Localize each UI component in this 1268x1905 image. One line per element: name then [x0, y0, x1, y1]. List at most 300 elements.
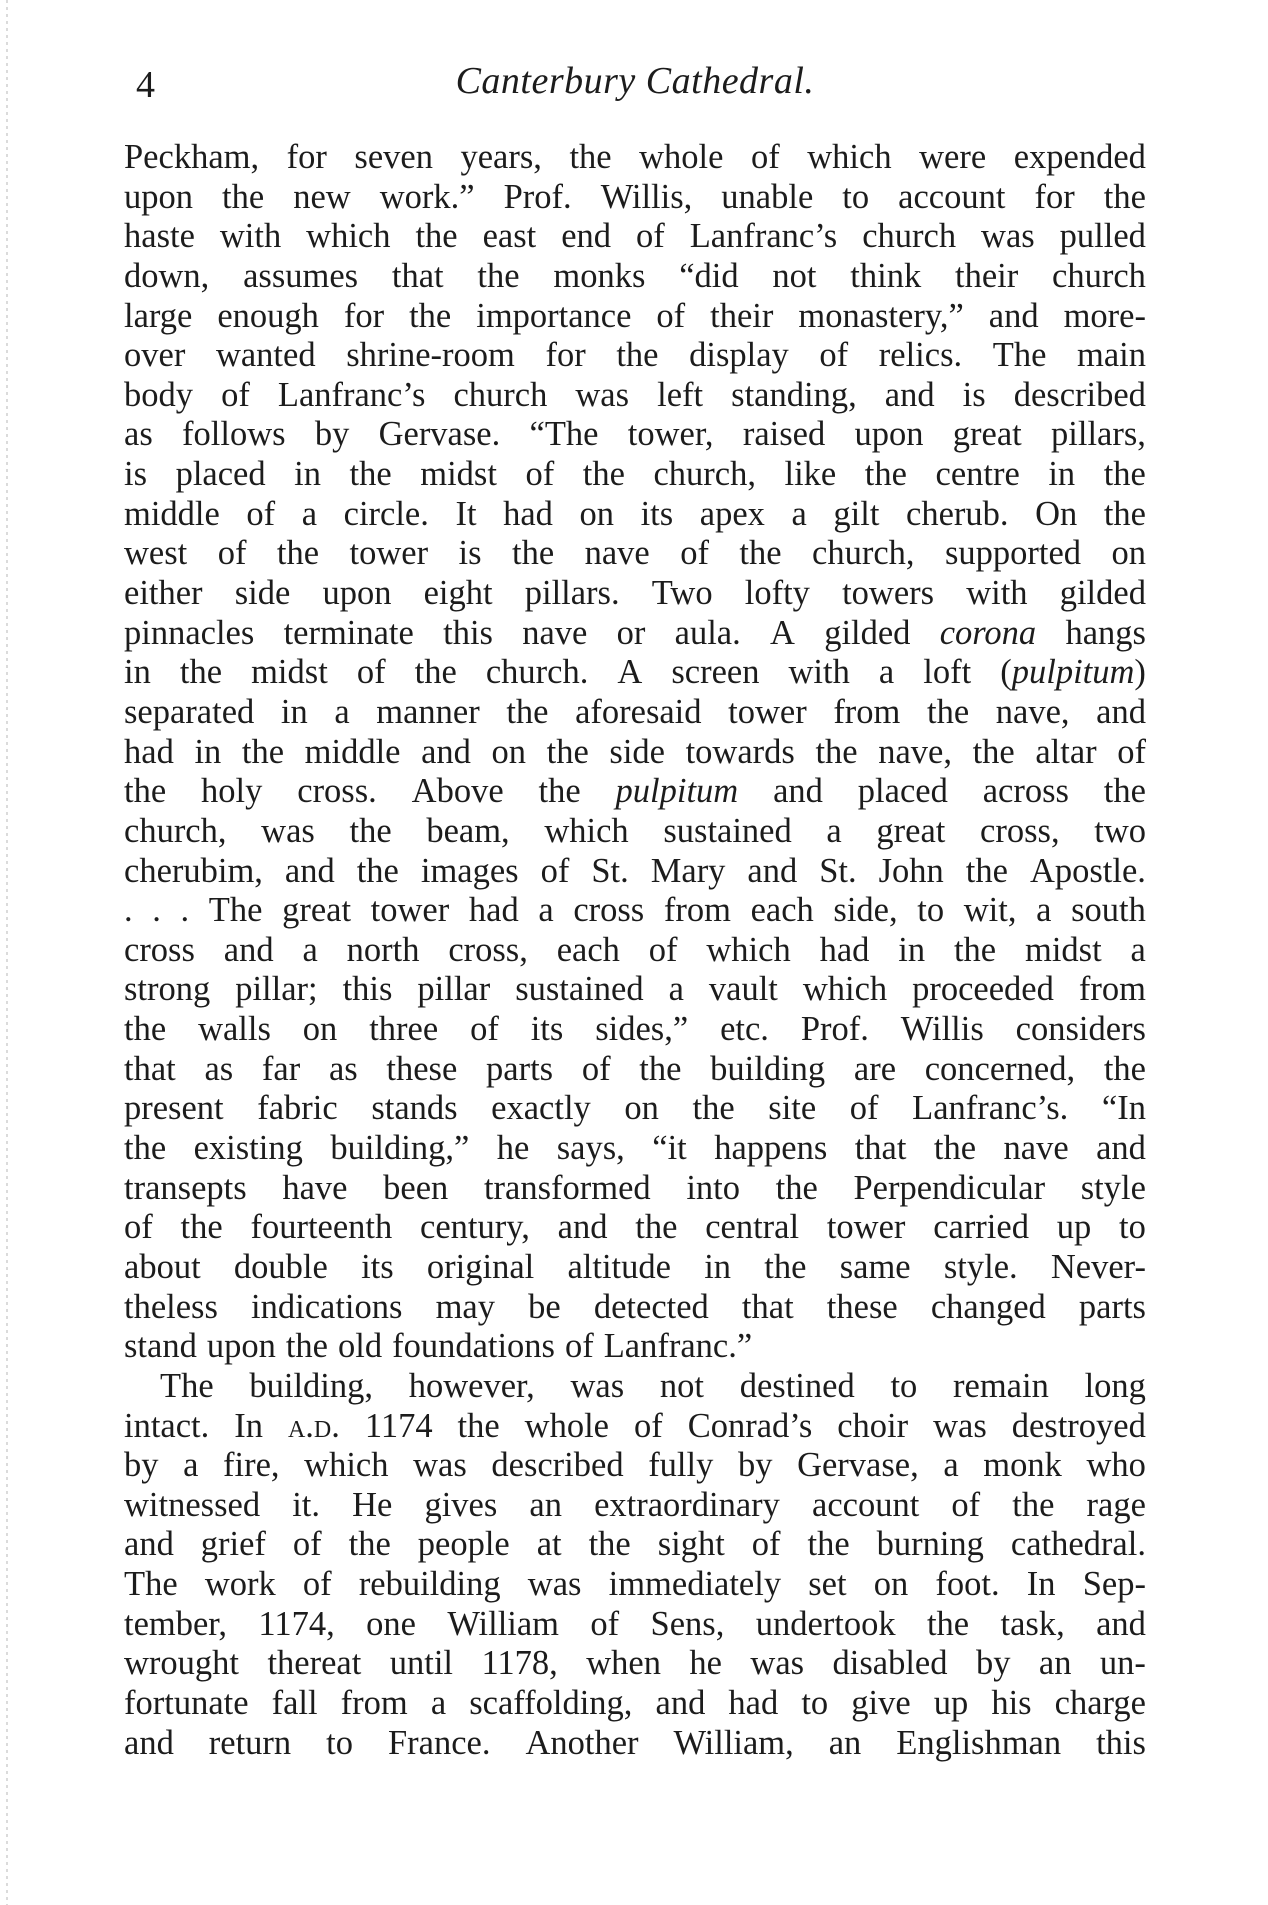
word — [371, 891, 450, 931]
word — [530, 415, 599, 455]
word — [751, 138, 780, 178]
word-part: the — [415, 217, 458, 256]
word-part: of — [633, 1406, 663, 1445]
word-part: wrought — [124, 1644, 239, 1683]
word — [1102, 1089, 1146, 1129]
word-part: importance — [476, 296, 632, 335]
word-part: happens — [714, 1129, 828, 1168]
word-part: Sens, — [650, 1604, 725, 1643]
word — [686, 733, 795, 773]
word — [653, 455, 756, 495]
word — [124, 376, 193, 416]
page-number: 4 — [136, 64, 155, 106]
word — [303, 1010, 338, 1050]
word — [738, 1446, 773, 1486]
text-line — [124, 138, 1146, 178]
italic-term: pulpitum — [615, 772, 739, 811]
word — [812, 534, 915, 574]
word — [390, 1644, 453, 1684]
word — [689, 336, 789, 376]
word-part: was — [575, 375, 630, 414]
word-part: style. — [943, 1247, 1018, 1286]
word-part: that — [391, 256, 444, 295]
word — [807, 138, 891, 178]
word-part: the — [639, 1049, 682, 1088]
word — [285, 852, 335, 892]
word — [879, 852, 944, 892]
word — [704, 1248, 731, 1288]
word-part: of — [680, 534, 709, 573]
word-part: were — [919, 138, 987, 176]
word-part: of — [581, 1049, 611, 1088]
word — [639, 138, 723, 178]
word-part: of — [636, 217, 665, 256]
word — [1012, 1486, 1054, 1526]
word-part: his — [991, 1683, 1032, 1722]
word-part: not — [772, 256, 817, 295]
word — [785, 455, 837, 495]
word-part: of — [356, 653, 386, 692]
word — [710, 1050, 825, 1090]
word — [1030, 852, 1146, 892]
word — [506, 693, 548, 733]
word-part: one — [366, 1604, 416, 1643]
word — [571, 1367, 625, 1407]
word — [731, 376, 857, 416]
word-part: church, — [124, 811, 227, 850]
word — [601, 178, 693, 218]
word-part: pulled — [1059, 217, 1146, 256]
word-part: of — [750, 138, 780, 176]
word — [201, 1525, 266, 1565]
word — [1077, 336, 1146, 376]
word-part: thereat — [267, 1644, 362, 1683]
word — [124, 1208, 153, 1248]
word — [458, 1407, 500, 1447]
word-part: century, — [420, 1208, 530, 1247]
word-part: existing — [193, 1129, 303, 1168]
word — [651, 852, 726, 892]
word-part: a — [538, 891, 554, 930]
word — [656, 297, 685, 337]
word-part: church. — [485, 653, 589, 692]
word — [879, 653, 894, 693]
word-part: pinnacles — [124, 613, 255, 652]
word-part: of — [470, 1010, 499, 1049]
word-part: as — [204, 1049, 234, 1088]
word — [413, 1446, 467, 1486]
word-part: down, — [124, 256, 210, 295]
word-part: had — [728, 1683, 779, 1722]
word-part: charge — [1054, 1683, 1146, 1722]
word-part: the — [926, 1604, 970, 1643]
text-line — [124, 1010, 1146, 1050]
word — [923, 653, 971, 693]
word — [512, 534, 554, 574]
word — [1104, 495, 1146, 535]
word-part: assumes — [243, 256, 359, 295]
word — [756, 1605, 896, 1645]
word-part: be — [528, 1287, 561, 1326]
word-part: about — [124, 1247, 201, 1286]
word — [361, 1248, 394, 1288]
word — [590, 1605, 619, 1645]
word-part: enough — [217, 296, 319, 335]
word-part: and — [124, 1525, 174, 1564]
word-part: placed — [857, 772, 948, 811]
word — [1096, 1605, 1146, 1645]
text-line — [124, 297, 1146, 337]
running-title: Canterbury Cathedral. — [455, 60, 815, 102]
word-part: terminate — [283, 613, 414, 652]
word-part: aforesaid — [575, 692, 702, 731]
word — [205, 1565, 276, 1605]
word-part: vault — [708, 970, 778, 1009]
word-part: from — [340, 1683, 408, 1722]
word-part: up — [1056, 1208, 1092, 1247]
word — [1096, 1724, 1146, 1764]
word — [742, 1288, 794, 1328]
word-part: the — [864, 455, 907, 494]
word-part: the — [569, 138, 612, 176]
word-part: considers — [1015, 1010, 1146, 1049]
word — [344, 495, 429, 535]
word-part: display — [689, 336, 789, 375]
word-part: nave, — [878, 732, 952, 771]
word-part: tember, — [124, 1604, 228, 1643]
word-part: “it — [652, 1129, 687, 1168]
word-part: ) — [1134, 653, 1146, 692]
word-part: each — [750, 891, 814, 930]
word — [424, 1486, 497, 1526]
word — [357, 653, 386, 693]
word — [586, 1644, 661, 1684]
word-part: site — [768, 1089, 817, 1128]
word — [858, 772, 948, 812]
word — [250, 1208, 392, 1248]
word — [1119, 1208, 1146, 1248]
word — [770, 614, 795, 654]
word-part: Apostle. — [1029, 851, 1146, 890]
word — [315, 415, 350, 455]
word-part: towers — [842, 574, 935, 613]
word-part: to — [917, 891, 945, 930]
word-part: old — [337, 1327, 383, 1366]
word — [789, 653, 850, 693]
text-line — [124, 217, 1146, 257]
word-part: of — [656, 296, 686, 335]
word — [357, 852, 399, 892]
word — [124, 1248, 201, 1288]
text-line — [124, 534, 1146, 574]
word — [201, 772, 262, 812]
word-part: original — [426, 1247, 535, 1286]
word — [124, 534, 187, 574]
word-part: upon — [124, 177, 193, 216]
word-part: however, — [408, 1366, 535, 1405]
word-part: stand — [124, 1327, 197, 1366]
text-line — [124, 1208, 1146, 1248]
word — [680, 534, 709, 574]
word — [124, 455, 147, 495]
word-part: of — [849, 1089, 879, 1128]
word-part: people — [417, 1525, 510, 1564]
small-caps-term: a.d. — [287, 1406, 340, 1445]
word-part: rage — [1086, 1485, 1146, 1524]
word — [833, 891, 897, 931]
word — [124, 1050, 176, 1090]
word — [705, 1208, 799, 1248]
word — [124, 614, 254, 654]
word-part: of — [292, 1525, 322, 1564]
word — [912, 1089, 1068, 1129]
text-line — [124, 653, 1146, 693]
word — [258, 1605, 334, 1645]
word — [1087, 1486, 1146, 1526]
word — [124, 772, 166, 812]
word-part: of — [819, 336, 849, 375]
word — [745, 574, 810, 614]
word — [1071, 891, 1146, 931]
word-part: Englishman — [896, 1723, 1062, 1762]
word-part: building — [710, 1049, 826, 1088]
word-part: sight — [657, 1525, 725, 1564]
word-part: to — [1119, 1208, 1146, 1247]
text-line — [124, 852, 1146, 892]
word-part: tower — [728, 692, 807, 731]
word-part: parts — [486, 1049, 554, 1088]
word-part: that — [854, 1129, 907, 1168]
body-text — [124, 138, 1146, 1763]
word — [557, 1129, 625, 1169]
word — [537, 1525, 562, 1565]
word — [303, 1565, 332, 1605]
word — [297, 772, 377, 812]
text-line — [124, 257, 1146, 297]
word — [776, 1169, 818, 1209]
word-part: St. — [819, 851, 857, 890]
word-part: these — [386, 1049, 458, 1088]
word — [1104, 1050, 1146, 1090]
word-part: Sep- — [1082, 1565, 1146, 1604]
word — [561, 217, 611, 257]
word-part: not — [659, 1366, 704, 1405]
word-part: 1174 — [364, 1406, 433, 1445]
word-part: he — [496, 1129, 530, 1168]
word-part: into — [686, 1168, 740, 1207]
word — [553, 257, 645, 297]
word — [594, 1486, 780, 1526]
word-part: was — [981, 217, 1035, 256]
word — [855, 1129, 907, 1169]
word — [294, 455, 321, 495]
word-part: Never- — [1050, 1247, 1146, 1286]
word-part: A — [770, 613, 795, 652]
word — [302, 495, 317, 535]
word — [124, 733, 174, 773]
text-line — [124, 733, 1146, 773]
word — [842, 574, 934, 614]
word — [912, 970, 1054, 1010]
word — [989, 297, 1039, 337]
word-part: images — [420, 851, 519, 890]
word-part: Another — [525, 1723, 639, 1762]
word — [284, 614, 414, 654]
word-part: of — [525, 455, 555, 494]
word — [936, 455, 1020, 495]
word — [352, 1486, 392, 1526]
text-line — [124, 812, 1146, 852]
word — [455, 495, 476, 535]
word-part: are — [853, 1049, 897, 1088]
word — [657, 376, 703, 416]
word-part: beam, — [426, 811, 510, 850]
word — [326, 1724, 353, 1764]
word-part: of — [564, 1327, 594, 1366]
word-part: monastery,” — [798, 296, 964, 335]
word — [124, 1724, 174, 1764]
word-part: church — [862, 217, 957, 256]
word — [1081, 1169, 1146, 1209]
word — [575, 693, 701, 733]
word-part: pillars. — [524, 574, 620, 613]
word — [538, 891, 553, 931]
word — [1060, 217, 1146, 257]
word-part: body — [124, 375, 193, 414]
word — [1014, 138, 1146, 178]
word-part: nave — [584, 534, 650, 573]
word-part: that — [741, 1287, 794, 1326]
word-part: whole — [639, 138, 724, 176]
word-part: by — [314, 415, 350, 454]
word — [204, 1050, 233, 1090]
word-part: nave, — [995, 692, 1070, 731]
word — [954, 931, 996, 971]
word-part: intact. — [124, 1406, 210, 1445]
word — [421, 852, 519, 892]
word — [183, 1446, 198, 1486]
word-part: . — [180, 891, 190, 930]
word-part: end — [561, 217, 612, 256]
word-part: towards — [685, 732, 795, 771]
word-part: aula. — [674, 613, 741, 652]
word-part: the — [241, 732, 285, 771]
word-part: the — [477, 256, 520, 295]
word — [124, 1486, 260, 1526]
word-part: and — [1096, 1604, 1146, 1643]
word — [486, 1050, 553, 1090]
word-part: and — [421, 732, 471, 771]
word-part: altar — [1035, 732, 1097, 771]
word — [991, 1684, 1031, 1724]
word-part: Above — [411, 772, 504, 811]
word — [983, 1446, 1062, 1486]
word-part: In — [1026, 1565, 1056, 1604]
word — [933, 1208, 1029, 1248]
word — [944, 1248, 1018, 1288]
word — [826, 812, 841, 852]
word-part: sustained — [663, 811, 792, 850]
word — [417, 970, 490, 1010]
word — [447, 1605, 559, 1645]
word — [879, 336, 962, 376]
word — [223, 1446, 280, 1486]
word — [917, 891, 944, 931]
word-part: to — [326, 1723, 353, 1762]
word-part: and — [773, 772, 823, 811]
word-part: the — [179, 653, 223, 692]
word — [124, 1407, 209, 1447]
word-part: of — [217, 534, 247, 573]
word — [973, 733, 1015, 773]
word — [651, 1605, 725, 1645]
word-part: years, — [460, 138, 542, 176]
word — [209, 1724, 291, 1764]
word-part: the — [124, 772, 167, 811]
word-part: up — [933, 1683, 969, 1722]
word-part: Lanfranc’s — [689, 217, 838, 256]
word-part: fortunate — [124, 1683, 249, 1722]
word — [322, 574, 391, 614]
word-part: centre — [935, 455, 1020, 494]
word-part: church — [1052, 256, 1146, 295]
text-line — [124, 1684, 1146, 1724]
word — [996, 693, 1070, 733]
word-part: the — [222, 177, 265, 216]
word — [1117, 733, 1146, 773]
word — [330, 1129, 469, 1169]
word-part: side — [234, 574, 291, 613]
word — [1034, 178, 1074, 218]
word — [292, 1486, 320, 1526]
word-part: Lanfranc’s — [277, 375, 426, 414]
word — [964, 891, 1017, 931]
word — [700, 495, 765, 535]
word — [865, 455, 907, 495]
word — [710, 297, 773, 337]
word-part: the — [1103, 455, 1146, 494]
word-part: the — [807, 1525, 850, 1564]
word — [580, 495, 615, 535]
word-part: on — [491, 732, 527, 771]
word-part: burning — [876, 1525, 984, 1564]
word — [486, 653, 589, 693]
word-part: and — [1096, 692, 1146, 731]
word — [934, 1684, 969, 1724]
word-part: manner — [376, 692, 480, 731]
word-part: the — [972, 732, 1015, 771]
word — [453, 376, 547, 416]
word — [249, 1367, 373, 1407]
word — [124, 217, 195, 257]
word — [963, 376, 986, 416]
word-part: was — [261, 811, 315, 850]
word-part: cross — [124, 930, 195, 969]
word-part: the — [414, 653, 457, 692]
word-part: the — [953, 930, 997, 969]
word — [376, 693, 479, 733]
word-part: as — [328, 1049, 358, 1088]
word-part: which — [802, 970, 888, 1009]
word-part: transepts — [124, 1168, 247, 1207]
word — [392, 257, 444, 297]
word-part: present — [124, 1089, 224, 1128]
word — [803, 970, 887, 1010]
text-line — [124, 574, 1146, 614]
word — [420, 1208, 530, 1248]
word — [649, 931, 678, 971]
word-part: eight — [423, 574, 493, 613]
